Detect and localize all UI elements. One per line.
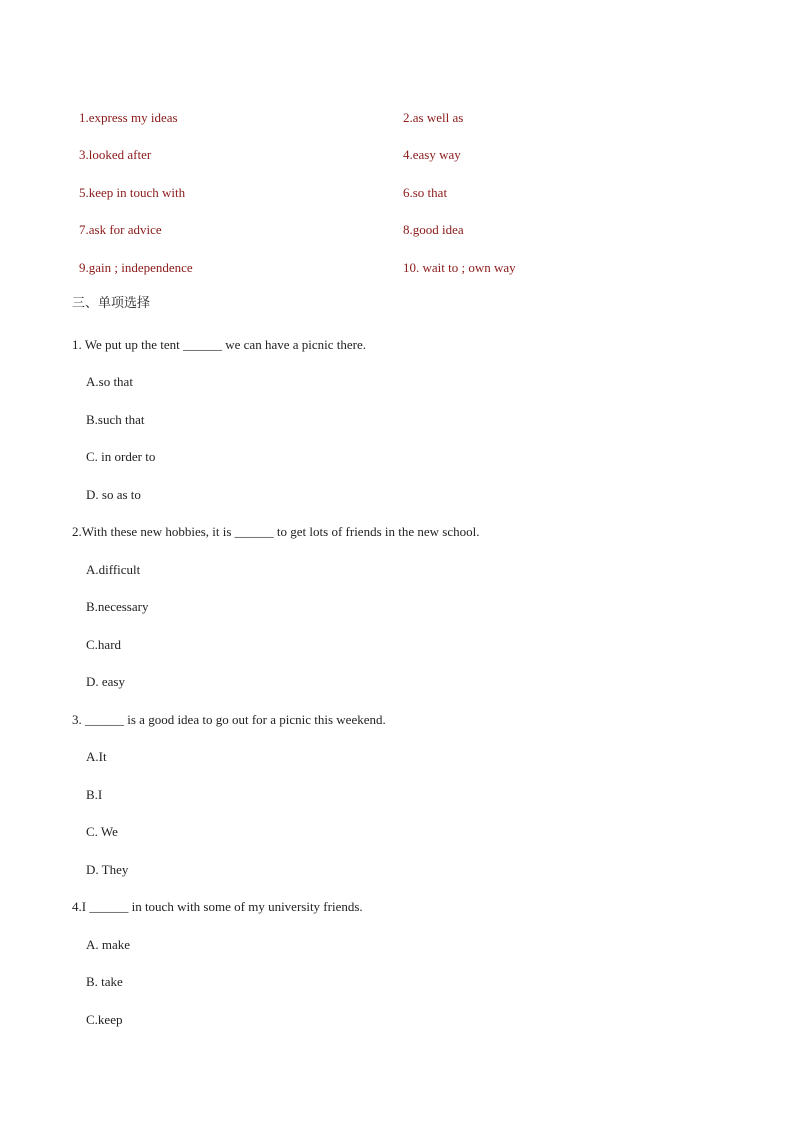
answer-item: 3.looked after (79, 147, 152, 162)
answer-item: 4.easy way (403, 147, 461, 162)
option-c: C. in order to (86, 449, 156, 464)
option-a: A.difficult (86, 562, 141, 577)
option-b: B. take (86, 974, 123, 989)
answer-item: 2.as well as (403, 110, 464, 125)
question-stem: 1. We put up the tent ______ we can have a picnic there. (72, 337, 367, 352)
option-a: A.It (86, 749, 107, 764)
option-d: D. easy (86, 674, 125, 689)
answer-item: 8.good idea (403, 222, 464, 237)
option-c: C.keep (86, 1012, 123, 1027)
question-stem: 4.I ______ in touch with some of my university friends. (72, 899, 363, 914)
option-b: B.such that (86, 412, 145, 427)
question-stem: 2.With these new hobbies, it is ______ to get lots of friends in the new school. (72, 524, 480, 539)
option-b: B.necessary (86, 599, 149, 614)
option-c: C. We (86, 824, 118, 839)
option-a: A. make (86, 937, 131, 952)
answer-item: 7.ask for advice (79, 222, 162, 237)
answer-item: 10. wait to ; own way (403, 260, 516, 275)
answer-item: 1.express my ideas (79, 110, 178, 125)
section-heading: 三、单项选择 (72, 296, 151, 311)
answer-item: 6.so that (403, 185, 448, 200)
option-d: D. They (86, 862, 129, 877)
option-d: D. so as to (86, 487, 141, 502)
answer-item: 9.gain ; independence (79, 260, 193, 275)
option-c: C.hard (86, 637, 122, 652)
option-b: B.I (86, 787, 103, 802)
option-a: A.so that (86, 374, 133, 389)
question-stem: 3. ______ is a good idea to go out for a picnic this weekend. (72, 712, 386, 727)
answer-item: 5.keep in touch with (79, 185, 186, 200)
